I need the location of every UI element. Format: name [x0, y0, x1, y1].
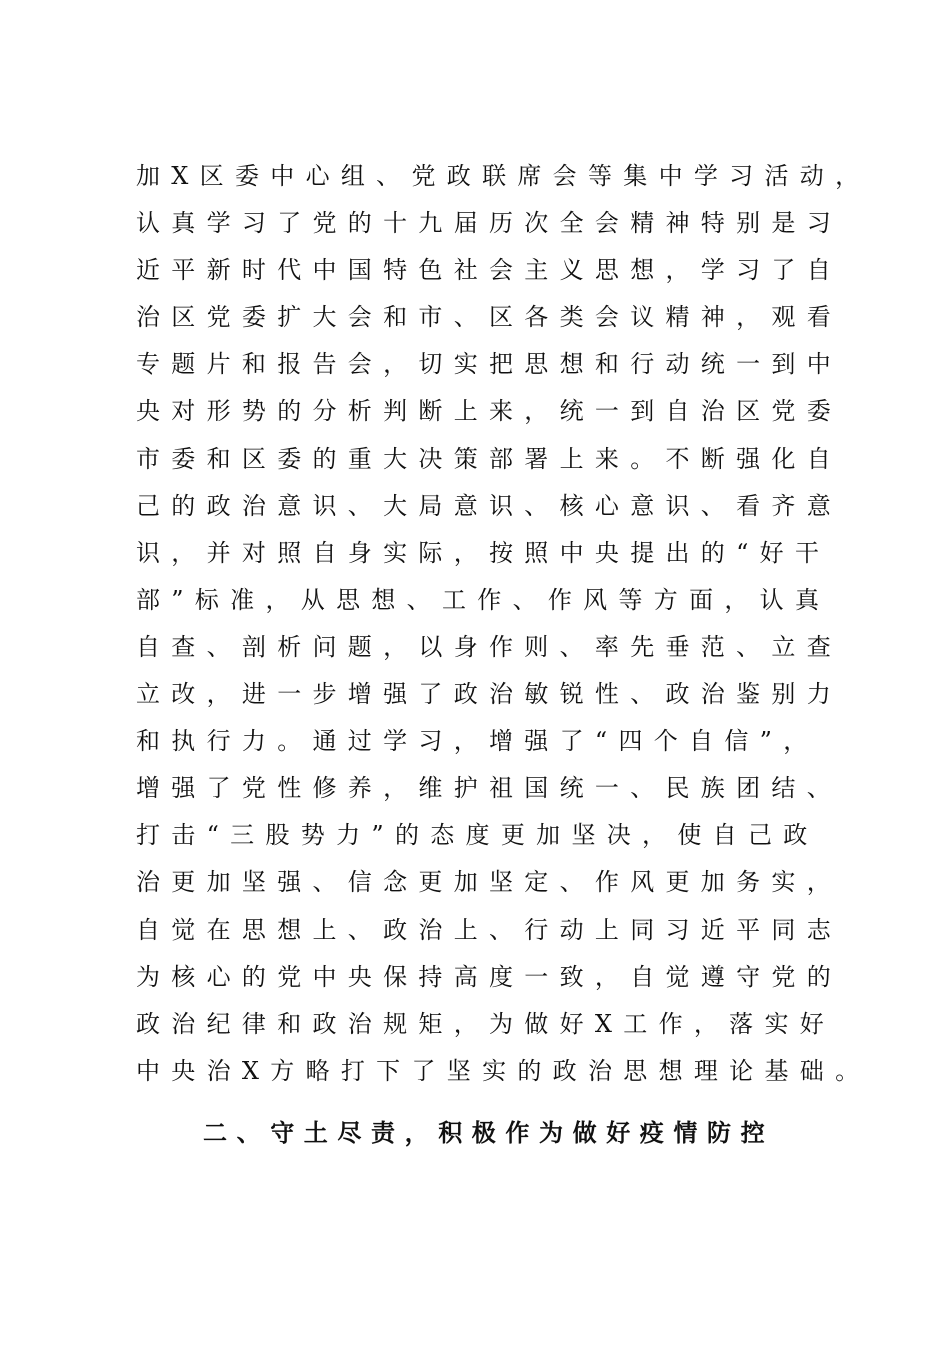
paragraph-line: 立改，进一步增强了政治敏锐性、政治鉴别力 [136, 680, 842, 709]
paragraph-line: 近平新时代中国特色社会主义思想，学习了自 [136, 256, 842, 285]
paragraph-line: 政治纪律和政治规矩，为做好X工作，落实好 [136, 1009, 836, 1038]
paragraph-line: 认真学习了党的十九届历次全会精神特别是习 [136, 209, 842, 238]
paragraph-line: 识，并对照自身实际，按照中央提出的“好干 [136, 538, 831, 567]
paragraph-line: 加X区委中心组、党政联席会等集中学习活动， [136, 162, 871, 190]
paragraph-line: 己的政治意识、大局意识、核心意识、看齐意 [136, 491, 842, 520]
paragraph-line: 自觉在思想上、政治上、行动上同习近平同志 [136, 915, 842, 944]
section-heading: 二、守土尽责，积极作为做好疫情防控 [203, 1119, 775, 1147]
paragraph-line: 部”标准，从思想、工作、作风等方面，认真 [136, 585, 831, 614]
paragraph-line: 专题片和报告会，切实把思想和行动统一到中 [136, 350, 842, 379]
paragraph-line: 市委和区委的重大决策部署上来。不断强化自 [136, 444, 842, 473]
paragraph-line: 中央治X方略打下了坚实的政治思想理论基础。 [136, 1056, 871, 1085]
paragraph-line: 自查、剖析问题，以身作则、率先垂范、立查 [136, 632, 842, 661]
paragraph-line: 和执行力。通过学习，增强了“四个自信”， [136, 727, 819, 756]
body-paragraph [136, 153, 871, 1095]
paragraph-line: 治更加坚强、信念更加坚定、作风更加务实， [136, 868, 842, 897]
paragraph-line: 增强了党性修养，维护祖国统一、民族团结、 [136, 774, 842, 803]
paragraph-line: 治区党委扩大会和市、区各类会议精神，观看 [136, 303, 842, 332]
paragraph-line: 为核心的党中央保持高度一致，自觉遵守党的 [136, 962, 842, 991]
paragraph-line: 央对形势的分析判断上来，统一到自治区党委 [136, 397, 842, 426]
paragraph-line: 打击“三股势力”的态度更加坚决，使自己政 [136, 821, 819, 850]
